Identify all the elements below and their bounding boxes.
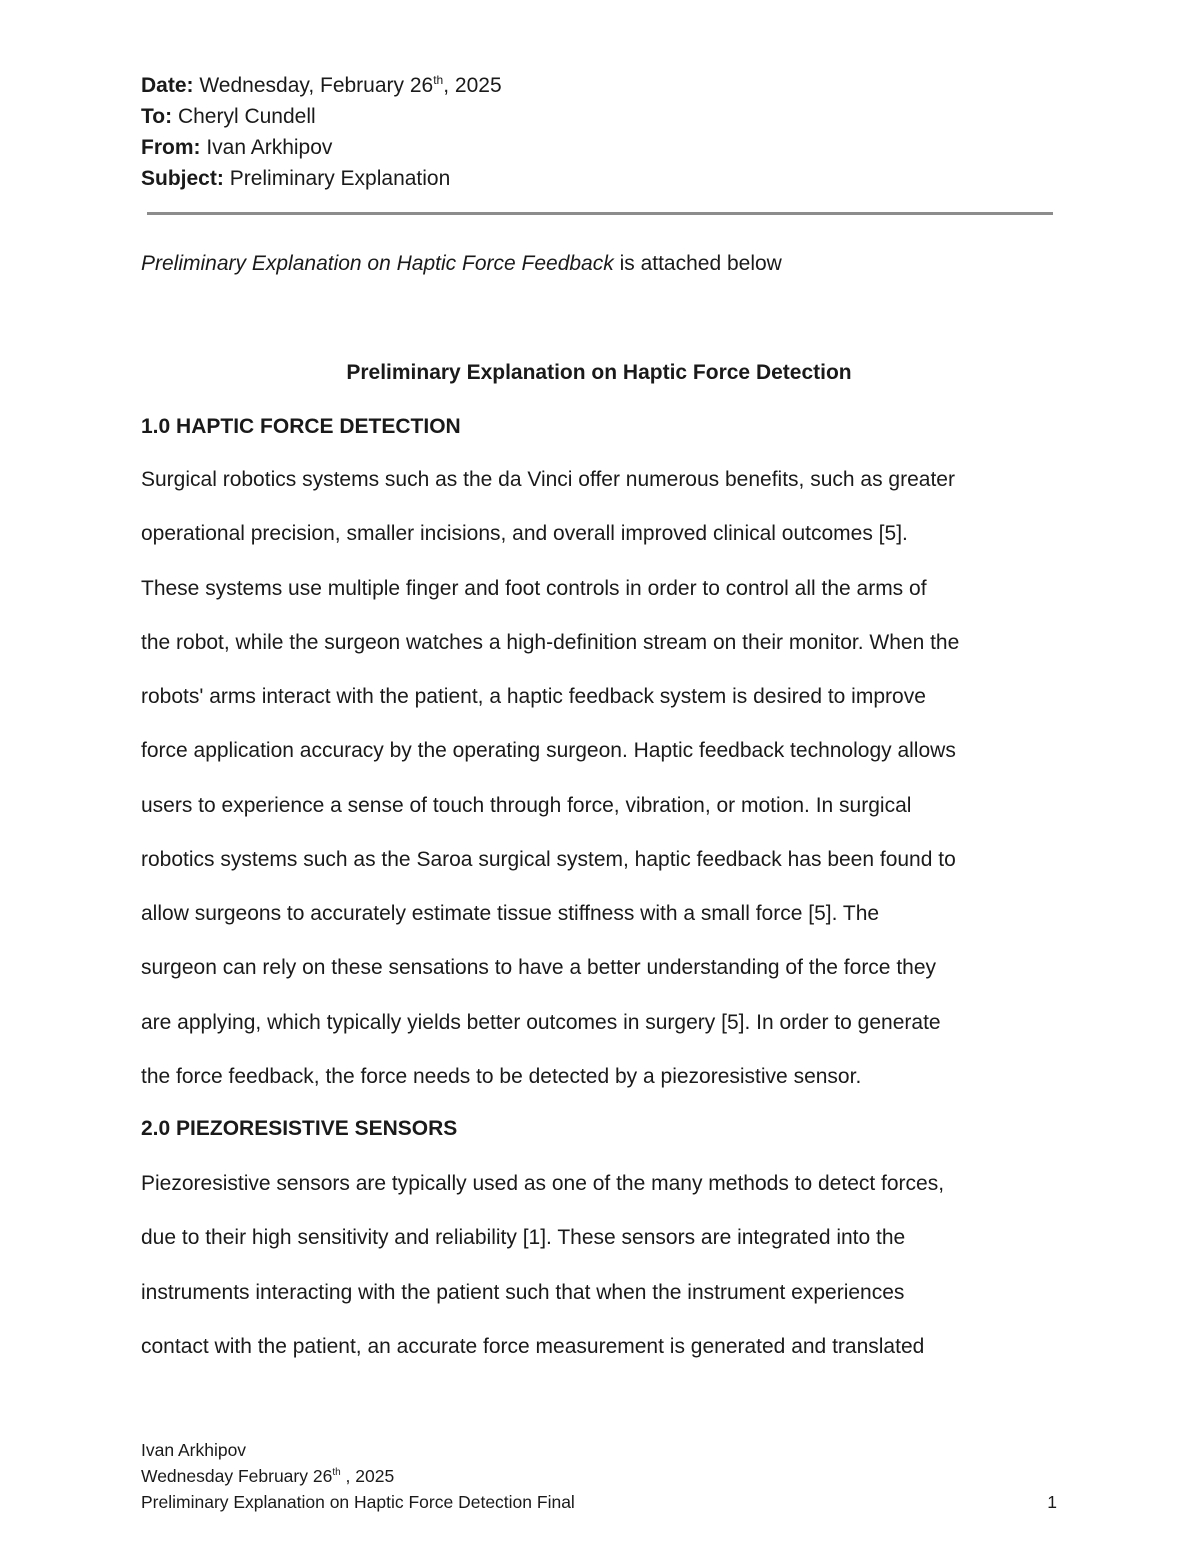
section-1-line: users to experience a sense of touch through force, vibration, or motion. In surgical — [141, 793, 912, 817]
memo-date-suffix: th — [433, 73, 444, 87]
section-1-line: Surgical robotics systems such as the da Vinci offer numerous benefits, such as greater — [141, 468, 955, 491]
section-1-line: are applying, which typically yields better outcomes in surgery [5]. In order to generate — [141, 1010, 941, 1034]
section-1-line: the robot, while the surgeon watches a high-definition stream on their monitor. When the — [141, 630, 960, 654]
section-1-line: operational precision, smaller incisions, and overall improved clinical outcomes [5]. — [141, 522, 908, 546]
memo-date-label: Date: — [141, 74, 194, 97]
memo-to-line — [141, 101, 502, 132]
section-1-line: allow surgeons to accurately estimate tissue stiffness with a small force [5]. The — [141, 902, 880, 925]
memo-from-label: From: — [141, 136, 201, 159]
section-1-line: the force feedback, the force needs to be detected by a piezoresistive sensor. — [141, 1064, 862, 1088]
memo-to-value: Cheryl Cundell — [177, 105, 316, 128]
intro-sentence — [141, 248, 782, 279]
section-1-body — [141, 464, 1071, 1115]
footer-date-value: Wednesday February 26 — [141, 1466, 333, 1486]
memo-date-value: Wednesday, February 26 — [199, 74, 434, 97]
section-1-line: force application accuracy by the operating surgeon. Haptic feedback technology allows — [141, 739, 956, 763]
footer-doc-name: Preliminary Explanation on Haptic Force Detection Final — [141, 1492, 575, 1512]
section-2-heading: 2.0 PIEZORESISTIVE SENSORS — [141, 1117, 458, 1140]
section-1-line: surgeon can rely on these sensations to have a better understanding of the force they — [141, 956, 937, 980]
memo-header — [141, 70, 502, 194]
footer-date — [141, 1463, 1057, 1489]
document-title: Preliminary Explanation on Haptic Force Detection — [346, 361, 852, 384]
memo-from-value: Ivan Arkhipov — [206, 136, 333, 159]
page-footer — [141, 1437, 1057, 1515]
memo-from-line — [141, 132, 502, 163]
section-1-line: robots' arms interact with the patient, a haptic feedback system is desired to improve — [141, 685, 926, 708]
memo-subject-line — [141, 163, 502, 194]
memo-to-label: To: — [141, 105, 173, 128]
memo-date-year: , 2025 — [443, 74, 502, 97]
section-2-line: Piezoresistive sensors are typically used as one of the many methods to detect forces, — [141, 1172, 945, 1195]
footer-author: Ivan Arkhipov — [141, 1440, 247, 1460]
section-2-line: instruments interacting with the patient such that when the instrument experiences — [141, 1280, 905, 1304]
memo-subject-label: Subject: — [141, 167, 224, 190]
memo-date-line — [141, 70, 502, 101]
section-2-line: due to their high sensitivity and reliability [1]. These sensors are integrated into the — [141, 1226, 906, 1250]
header-divider — [147, 212, 1053, 215]
section-1-line: These systems use multiple finger and foot controls in order to control all the arms of — [141, 576, 927, 600]
section-1-line: robotics systems such as the Saroa surgical system, haptic feedback has been found to — [141, 847, 956, 871]
page-number: 1 — [1047, 1492, 1057, 1512]
intro-rest: is attached below — [613, 252, 782, 275]
footer-date-suffix: th — [332, 1467, 341, 1479]
section-2-body — [141, 1168, 1071, 1385]
intro-italic-title: Preliminary Explanation on Haptic Force Feedback — [141, 252, 614, 275]
section-2-line: contact with the patient, an accurate force measurement is generated and translated — [141, 1334, 925, 1358]
footer-date-year: , 2025 — [340, 1466, 395, 1486]
memo-subject-value: Preliminary Explanation — [229, 167, 451, 190]
section-1-heading: 1.0 HAPTIC FORCE DETECTION — [141, 415, 461, 438]
